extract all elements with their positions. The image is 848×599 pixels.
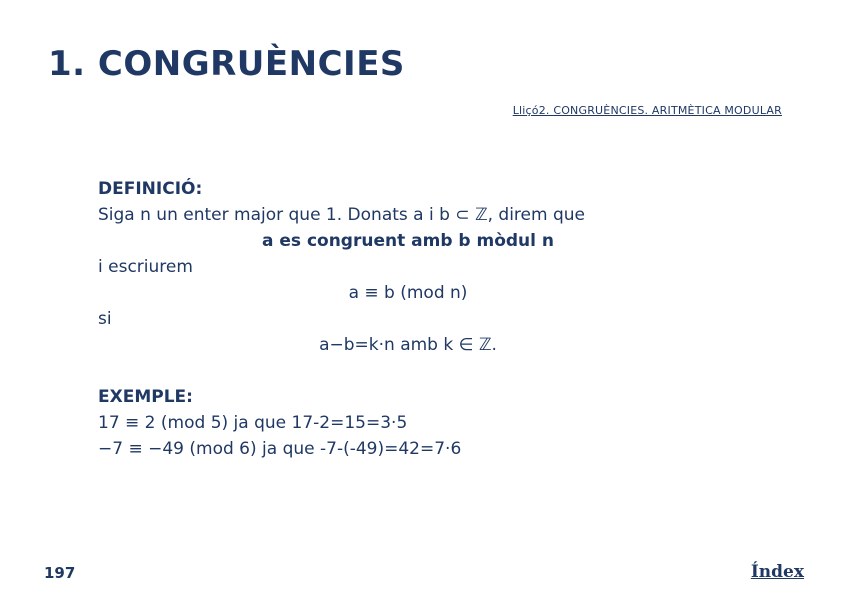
definition-line-2: i escriurem: [98, 257, 193, 277]
page-number: 197: [44, 564, 76, 582]
definition-formula-1: a ≡ b (mod n): [348, 283, 468, 303]
definition-line-3: si: [98, 309, 112, 329]
example-heading: EXEMPLE:: [98, 387, 193, 407]
lesson-link[interactable]: Lliçó2. CONGRUÈNCIES. ARITMÈTICA MODULAR: [512, 104, 782, 117]
definition-heading: DEFINICIÓ:: [98, 179, 203, 199]
section-spacer: [98, 358, 718, 384]
page-title: 1. CONGRUÈNCIES: [48, 44, 405, 84]
definition-formula-2: a−b=k·n amb k ∈ ℤ.: [319, 335, 497, 355]
index-link[interactable]: Índex: [750, 562, 804, 582]
definition-line-1: Siga n un enter major que 1. Donats a i b ⊂ ℤ, direm que: [98, 205, 585, 225]
main-content: [98, 176, 718, 462]
example-line-2: −7 ≡ −49 (mod 6) ja que -7-(-49)=42=7·6: [98, 439, 462, 459]
example-line-1: 17 ≡ 2 (mod 5) ja que 17-2=15=3·5: [98, 413, 408, 433]
definition-statement: a es congruent amb b mòdul n: [261, 231, 555, 251]
